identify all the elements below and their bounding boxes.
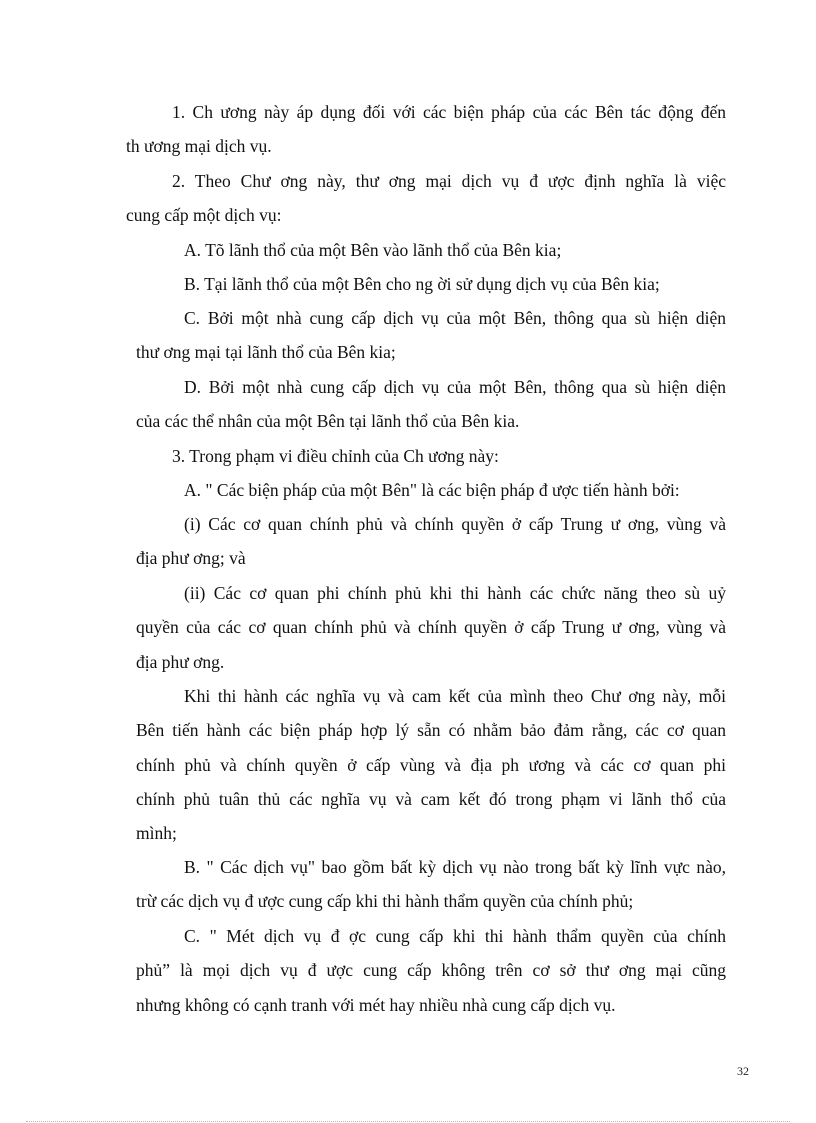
text-line: phủ” là mọi dịch vụ đ ược cung cấp không trên cơ sở thư ơng mại cũng [136,960,726,981]
text-line: D. Bởi một nhà cung cấp dịch vụ của một Bên, thông qua sù hiện diện [184,377,726,397]
text-line: (i) Các cơ quan chính phủ và chính quyền ở cấp Trung ư ơng, vùng và [184,514,726,534]
definition-a [184,473,726,507]
definition-b [136,850,726,919]
text-line: 1. Ch ương này áp dụng đối với các biện pháp của các Bên tác động đến [172,102,726,122]
obligation-paragraph [136,679,726,850]
text-line: địa phư ơng; và [136,548,246,569]
text-line: thư ơng mại tại lãnh thổ của Bên kia; [136,342,396,363]
item-b [184,267,726,301]
page-number: 32 [737,1064,749,1078]
paragraph-2 [126,164,726,233]
text-line: cung cấp một dịch vụ: [126,205,282,226]
sub-item-i [136,507,726,576]
text-line: C. " Mét dịch vụ đ ợc cung cấp khi thi hành thẩm quyền của chính [184,926,726,946]
text-line: B. Tại lãnh thổ của một Bên cho ng ời sử dụng dịch vụ của Bên kia; [184,274,660,294]
text-line: C. Bởi một nhà cung cấp dịch vụ của một Bên, thông qua sù hiện diện [184,308,726,328]
text-line: chính phủ và chính quyền ở cấp vùng và địa ph ương và các cơ quan phi [136,754,726,775]
paragraph-1 [126,95,726,164]
text-line: chính phủ tuân thủ các nghĩa vụ và cam kết đó trong phạm vi lãnh thổ của [136,788,726,809]
text-line: quyền của các cơ quan chính phủ và chính quyền ở cấp Trung ư ơng, vùng và [136,617,726,638]
paragraph-3 [172,439,726,473]
text-line: nhưng không có cạnh tranh với mét hay nhiều nhà cung cấp dịch vụ. [136,994,616,1015]
text-line: A. Tõ lãnh thổ của một Bên vào lãnh thổ của Bên kia; [184,240,562,260]
text-line: trừ các dịch vụ đ ược cung cấp khi thi hành thẩm quyền của chính phủ; [136,891,634,912]
item-d [136,370,726,439]
text-line: 3. Trong phạm vi điều chỉnh của Ch ương này: [172,446,499,466]
text-line: 2. Theo Chư ơng này, thư ơng mại dịch vụ đ ược định nghĩa là việc [172,171,726,191]
text-line: Bên tiến hành các biện pháp hợp lý sẵn có nhằm bảo đảm rằng, các cơ quan [136,720,726,741]
text-line: (ii) Các cơ quan phi chính phủ khi thi hành các chức năng theo sù uỷ [184,583,726,603]
text-line: Khi thi hành các nghĩa vụ và cam kết của mình theo Chư ơng này, mỗi [184,686,726,706]
item-c [136,301,726,370]
definition-c [136,919,726,1022]
text-line: B. " Các dịch vụ" bao gồm bất kỳ dịch vụ nào trong bất kỳ lĩnh vực nào, [184,857,726,877]
sub-item-ii [136,576,726,679]
text-line: th ương mại dịch vụ. [126,136,272,157]
text-line: của các thể nhân của một Bên tại lãnh thổ của Bên kia. [136,411,520,432]
text-line: A. " Các biện pháp của một Bên" là các biện pháp đ ược tiến hành bởi: [184,480,680,500]
item-a [184,233,726,267]
text-line: địa phư ơng. [136,651,225,672]
text-line: mình; [136,823,177,844]
